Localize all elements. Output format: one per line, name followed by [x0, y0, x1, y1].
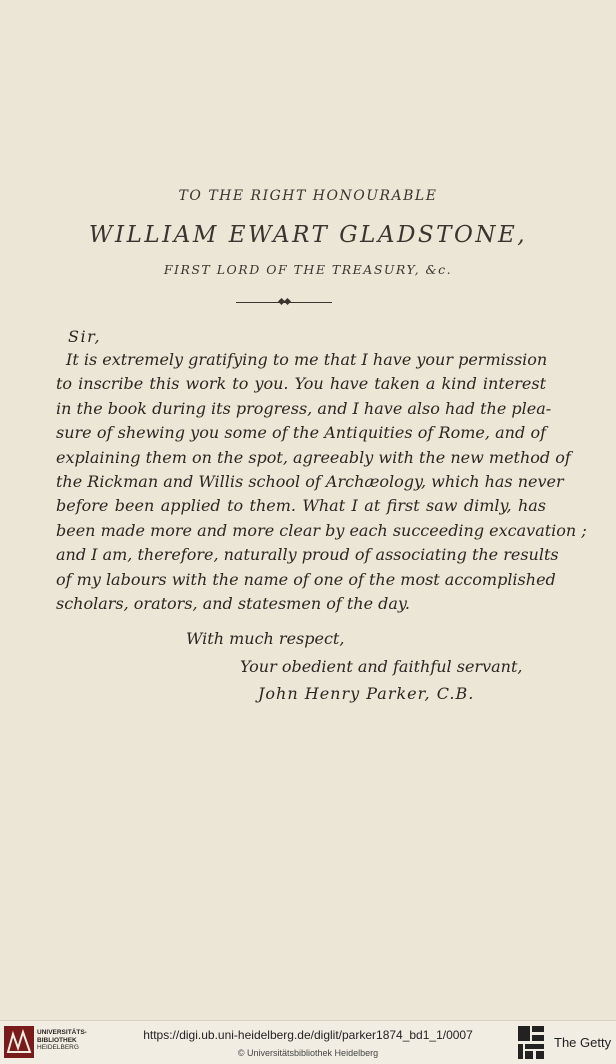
- body-line: explaining them on the spot, agreeably with the new method of: [56, 447, 571, 467]
- ornament-diamond: [284, 298, 291, 305]
- permalink-url[interactable]: https://digi.ub.uni-heidelberg.de/diglit/parker1874_bd1_1/0007: [143, 1028, 473, 1042]
- body-line: the Rickman and Willis school of Archæology, which has never: [56, 471, 564, 491]
- getty-logo-icon[interactable]: [518, 1026, 544, 1059]
- body-line: scholars, orators, and statesmen of the day.: [56, 593, 410, 613]
- getty-name: The Getty: [554, 1035, 612, 1050]
- body-line: sure of shewing you some of the Antiquities of Rome, and of: [56, 423, 546, 443]
- body-line: been made more and more clear by each succeeding excavation ;: [56, 520, 587, 540]
- body-line: It is extremely gratifying to me that I have your permission: [66, 350, 548, 369]
- body-line: of my labours with the name of one of the most accomplished: [56, 569, 556, 589]
- closing-servant: Your obedient and faithful servant,: [240, 657, 523, 676]
- dedication-name: WILLIAM EWART GLADSTONE,: [88, 222, 528, 248]
- body-line: in the book during its progress, and I have also had the plea-: [56, 398, 552, 418]
- body-line: and I am, therefore, naturally proud of associating the results: [56, 545, 559, 565]
- library-name: UNIVERSITÄTS- BIBLIOTHEK HEIDELBERG: [37, 1029, 87, 1051]
- dedication-title: FIRST LORD OF THE TREASURY, &c.: [163, 262, 453, 277]
- dedication-line-1: TO THE RIGHT HONOURABLE: [178, 188, 438, 204]
- dedication-body: [56, 348, 587, 616]
- salutation: Sir,: [68, 327, 102, 346]
- body-line: before been applied to them. What I at first saw dimly, has: [56, 496, 546, 516]
- copyright-notice: © Universitätsbibliothek Heidelberg: [237, 1048, 379, 1058]
- signature: John Henry Parker, C.B.: [258, 684, 475, 703]
- viewer-footer: [0, 1020, 616, 1064]
- closing-respect: With much respect,: [186, 629, 345, 648]
- ornament-divider: [236, 302, 332, 303]
- body-line: to inscribe this work to you. You have taken a kind interest: [56, 374, 546, 394]
